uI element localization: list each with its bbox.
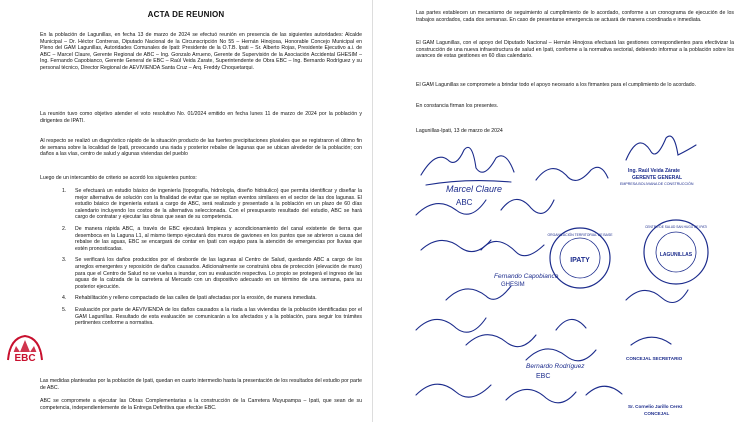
signature-scribble — [421, 147, 514, 175]
signature-scribble — [506, 389, 576, 402]
signature-scribble — [416, 200, 486, 215]
left-document-page — [0, 0, 373, 422]
objective-paragraph: La reunión tuvo como objetivo atender el voto resolutivo No. 01/2024 emitido en fecha lunes 11 de marzo de 2024 por la población y dirigentes de IPATI. — [40, 111, 362, 124]
point-number: 5. — [62, 306, 67, 313]
stamp-ring-text: CENTRO DE SALUD SAN HUGO DE IPATI — [645, 225, 707, 229]
signature-org: ABC — [456, 198, 473, 207]
right-document-page — [376, 0, 750, 422]
stamp-center-text: LAGUNILLAS — [659, 252, 693, 258]
signatures-area — [376, 0, 750, 422]
signature-scribble — [536, 167, 608, 180]
signature-scribble — [466, 335, 536, 347]
health-infrastructure-paragraph: El GAM Lagunillas, con el apoyo del Diputado Nacional – Hernán Hinojosa efectuará las gestiones correspondientes para efectivizar la construcción de una nueva infraestructura de salud en Ipati, conforme a la normativa sectorial, debiendo informar a la población sobre los avances de estas gestiones en 60 días calendario. — [416, 40, 734, 60]
place-date: Lagunillas-Ipati, 13 de marzo de 2024 — [416, 128, 503, 134]
point-number: 1. — [62, 188, 67, 194]
agreement-point — [62, 188, 362, 221]
signature-scribble — [416, 384, 491, 397]
point-number: 2. — [62, 225, 67, 232]
signature-scribble — [526, 349, 596, 361]
signature-org: EBC — [536, 373, 551, 380]
signature-title: CONCEJAL SECRETARIO — [626, 356, 683, 361]
point-text: Rehabilitación y relleno compactado de las calles de Ipati afectadas por la erosión, de manera inmediata. — [75, 295, 317, 302]
signature-scribble — [501, 199, 554, 213]
agreement-points-list — [62, 188, 362, 332]
signature-name: Bernardo Rodríguez — [526, 363, 585, 370]
point-text: Se efectuará un estudio básico de ingeniería (topografía, hidrología, diseño hidráulico) que permita identificar y diseñar la mejor alternativa de solución con la finalidad de evitar que se repitan eventos similares en el sector de las dos lagunas. El estudio básico de ingeniería estará a cargo de ABC, será realizado y presentado a la población en un plazo de 60 días calendario incluyendo los costos de la alternativa seleccionada. Con el presupuesto resultado del estudio, ABC se hará cargo de contratar y ejecutar las obras que sean de su competencia. — [75, 188, 362, 221]
agreement-intro: Luego de un intercambio de criterio se acordó los siguientes puntos: — [40, 175, 197, 181]
signature-scribble — [446, 286, 511, 300]
ebc-logo-icon — [4, 330, 46, 366]
intro-paragraph: En la población de Lagunillas, en fecha 13 de marzo de 2024 se efectuó reunión en presencia de las siguientes autoridades: Alcalde Municipal – Dr. Héctor Contreras, Diputado Nacional de la Circunscripción No 55 – Hernán Hinojosa, Honorable Concejo Municipal en Pleno del GAM Lagunillas, Autoridades Comunales de Ipati: Presidente de la O.T.B. Ipati – Sr. Alberto Rojas, Presidente Ejecutivo a.i. de ABC – Marcel Claure, Gerente Regional de ABC – Ing. Gonzalo Arrueno, Gerente de Supervisión de la Asociación Accidental GHESIM – Ing. Fernando Capobianco, Gerente General de EBC – Raúl Veida Zarate, Superintendente de Obra EBC – Ing. Bernardo Rodríguez y su personal técnico, Director Regional de AEVIVIENDA Santa Cruz – Arq. Freddy Choquetarqui. — [40, 32, 362, 71]
health-center-stamp — [644, 220, 708, 284]
intermediate-paragraph: Las medidas planteadas por la población de Ipati, quedan en cuarto intermedio hasta la presentación de los resultados del estudio por parte de ABC. — [40, 378, 362, 391]
signature-scribble — [416, 318, 486, 332]
point-text: Evaluación por parte de AEVIVIENDA de los daños causados a la riada a las viviendas de la población identificadas por el GAM Lagunillas. Resultado de esta evaluación se comunicarán a los afectados y a la población, para seguir los trámites pertinentes conforme a normativa. — [75, 306, 362, 327]
signature-scribble — [631, 337, 671, 345]
follow-up-paragraph: Las partes establecen un mecanismo de seguimiento al cumplimiento de lo acordado, conforme a un cronograma de ejecución de los trabajos acordados, cada dos semanas. En caso de presentarse emergencia se actuará de manera coordinada e inmediata. — [416, 10, 734, 23]
agreement-point — [62, 295, 362, 302]
signature-scribble — [556, 319, 586, 330]
point-text: Se verificará los daños producidos por el desborde de las lagunas al Centro de Salud, quedando ABC a cargo de los arreglos emergentes y reposición de daños causados. Adicionalmente se construirá obra de protección (elevación de muro) para que el Centro de Salud no se vuelva a inundar, con su evaluación respectiva. Lo propio se protegerá el ingreso de las aguas de la calzada de la carretera al Mercado con un dispositivo adecuado en un término de una semana, para su posterior ejecución. — [75, 257, 362, 290]
point-number: 3. — [62, 257, 67, 264]
closing-paragraph: En constancia firman los presentes. — [416, 103, 499, 109]
agreement-point — [62, 257, 362, 290]
signature-name: Fernando Capobianco — [494, 273, 559, 280]
signature-name: Ing. Raúl Veida Zárate — [628, 168, 680, 174]
signature-org: EMPRESA BOLIVIANA DE CONSTRUCCIÓN — [620, 182, 694, 186]
stamp-ring-text: ORGANIZACIÓN TERRITORIAL DE BASE — [547, 233, 613, 237]
signature-title: GERENTE GENERAL — [632, 175, 683, 181]
signature-name: Marcel Claure — [446, 184, 503, 194]
agreement-point — [62, 307, 362, 327]
signature-org: GHESIM — [501, 282, 525, 288]
diagnosis-paragraph: Al respecto se realizó un diagnóstico rápido de la situación producto de las fuertes precipitaciones pluviales que se registraron el último fin de semana sobre la localidad de Ipati, provocando una riada y posterior rebalse de lagunas que se ubican alrededor de la población; con daños a las vías, centro de salud y algunas viviendas del pueblo — [40, 138, 362, 158]
logo-text: EBC — [14, 353, 36, 364]
signature-scribble — [626, 290, 688, 303]
signature-scribble — [626, 136, 696, 160]
point-text: De manera rápida ABC, a través de EBC ejecutará limpieza y acondicionamiento del canal existente de tierra que desemboca en la Laguna L1, al mismo tiempo ejecutará dos muros de gaviones en los puntos que se abrieron a causa del rebalse de las aguas, EBC se encargará de contar en Ipati con equipo para la atención de emergencias por lluvias que estén pronosticadas. — [75, 225, 362, 252]
signature-scribble — [586, 386, 622, 395]
signature-name: Sr. Cornelio Jarillo Cerez — [628, 404, 683, 409]
signature-scribble — [481, 241, 544, 255]
signature-title: CONCEJAL — [644, 411, 670, 416]
point-number: 4. — [62, 295, 67, 302]
agreement-point — [62, 226, 362, 252]
complementary-works-paragraph: ABC se compromete a ejecutar las Obras Complementarias a la construcción de la Carretera Muyupampa – Ipati, que sean de su competencia, independientemente de la Entrega Definitiva que efectúe EBC. — [40, 398, 362, 411]
support-paragraph: El GAM Lagunillas se compromete a brindar todo el apoyo necesario a los firmantes para el cumplimiento de lo acordado. — [416, 82, 696, 88]
document-title: ACTA DE REUNION — [147, 10, 225, 19]
stamp-center-text: IPATY — [570, 257, 590, 264]
